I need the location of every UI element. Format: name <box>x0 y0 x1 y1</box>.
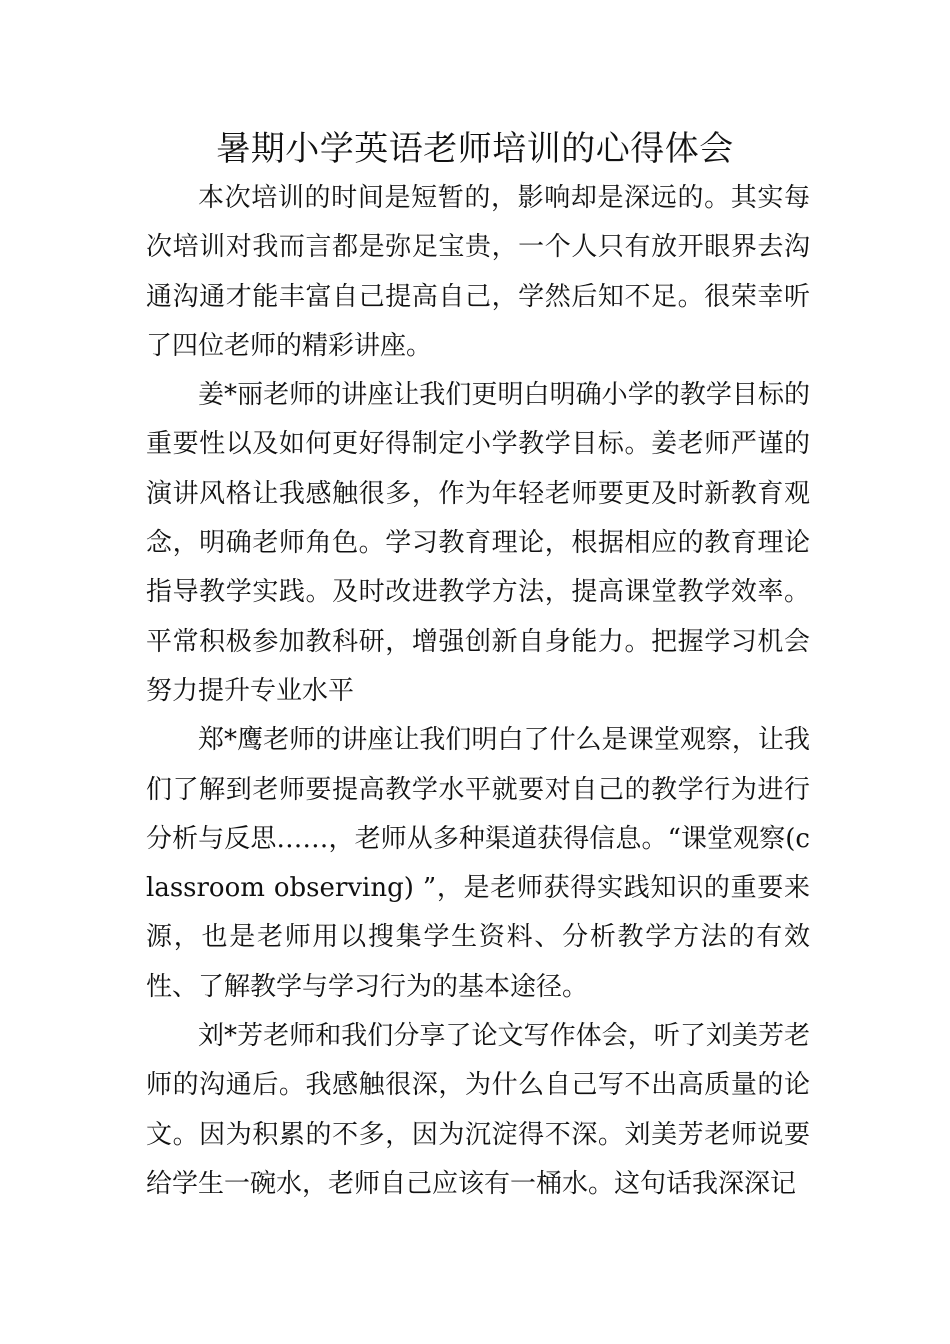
paragraph-liu: 刘*芳老师和我们分享了论文写作体会，听了刘美芳老师的沟通后。我感触很深，为什么自己写不出高质量的论文。因为积累的不多，因为沉淀得不深。刘美芳老师说要给学生一碗水，老师自己应该有一桶水。这句话我深深记 <box>146 1021 810 1199</box>
paragraph-zheng: 郑*鹰老师的讲座让我们明白了什么是课堂观察，让我们了解到老师要提高教学水平就要对自己的教学行为进行分析与反思……，老师从多种渠道获得信息。“课堂观察(classroom observing) ”，是老师获得实践知识的重要来源，也是老师用以搜集学生资料、分析教学方法的有效性、了解教学与学习行为的基本途径。 <box>146 725 810 1002</box>
document-title: 暑期小学英语老师培训的心得体会 <box>216 129 734 169</box>
paragraph-intro: 本次培训的时间是短暂的，影响却是深远的。其实每次培训对我而言都是弥足宝贵，一个人只有放开眼界去沟通沟通才能丰富自己提高自己，学然后知不足。很荣幸听了四位老师的精彩讲座。 <box>146 183 810 361</box>
document-body <box>146 174 810 1209</box>
paragraph-jiang: 姜*丽老师的讲座让我们更明白明确小学的教学目标的重要性以及如何更好得制定小学教学目标。姜老师严谨的演讲风格让我感触很多，作为年轻老师要更及时新教育观念，明确老师角色。学习教育理论，根据相应的教育理论指导教学实践。及时改进教学方法，提高课堂教学效率。平常积极参加教科研，增强创新自身能力。把握学习机会努力提升专业水平 <box>146 380 810 706</box>
